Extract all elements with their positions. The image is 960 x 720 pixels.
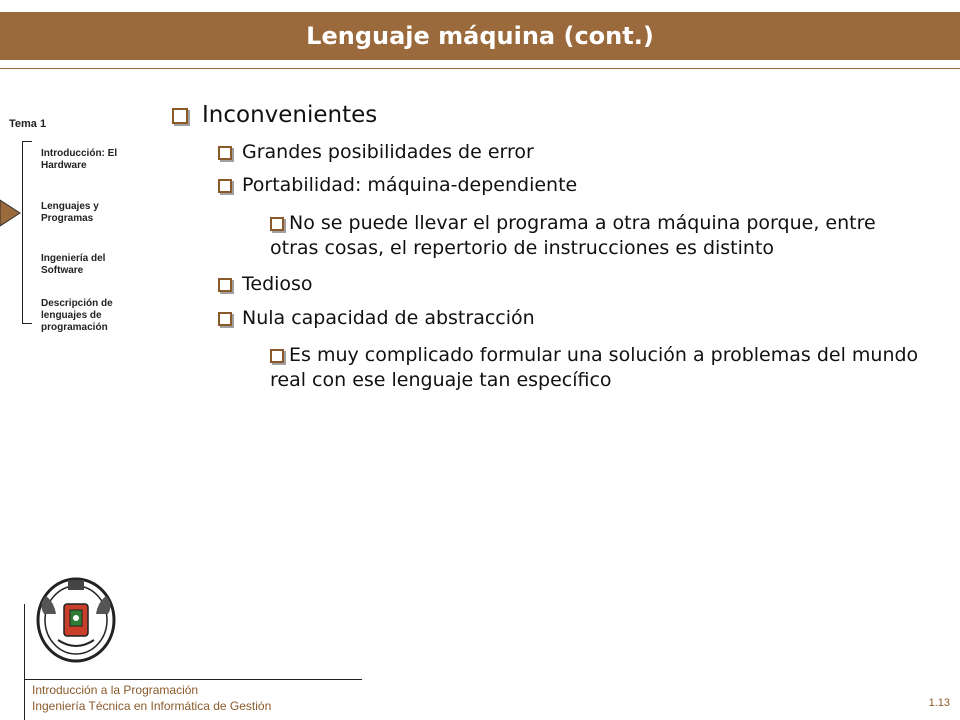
square-bullet-icon	[172, 108, 188, 124]
square-bullet-icon	[218, 278, 232, 292]
nav-tick	[22, 141, 32, 142]
tema-label: Tema 1	[9, 118, 47, 130]
slide-title: Lenguaje máquina (cont.)	[306, 22, 654, 50]
nav-item-descripcion[interactable]: Descripción de lenguajes de programación	[41, 298, 113, 333]
list-item	[218, 307, 535, 329]
square-bullet-icon	[218, 312, 232, 326]
footer-degree: Ingeniería Técnica en Informática de Gestión	[32, 699, 272, 713]
list-item-text: Tedioso	[242, 273, 313, 295]
university-seal-icon	[34, 574, 118, 664]
title-divider	[0, 68, 960, 69]
square-bullet-icon	[270, 217, 284, 231]
nav-item-lenguajes[interactable]: Lenguajes y Programas	[41, 201, 99, 224]
square-bullet-icon	[218, 179, 232, 193]
nav-tick	[22, 323, 32, 324]
square-bullet-icon	[218, 146, 232, 160]
heading-item	[172, 102, 377, 128]
heading-text: Inconvenientes	[202, 102, 378, 128]
list-item	[270, 343, 930, 393]
list-item	[270, 211, 930, 261]
list-item	[218, 174, 577, 196]
list-item-text: Portabilidad: máquina-dependiente	[242, 174, 578, 196]
nav-item-hardware[interactable]: Introducción: El Hardware	[41, 148, 118, 171]
list-item	[218, 141, 534, 163]
page-number: 1.13	[928, 697, 950, 709]
list-item-text: Grandes posibilidades de error	[242, 141, 534, 163]
footer-vertical-rule	[24, 604, 25, 720]
list-item	[218, 273, 313, 295]
square-bullet-icon	[270, 349, 284, 363]
footer-course: Introducción a la Programación	[32, 683, 199, 697]
list-item-text: No se puede llevar el programa a otra máquina porque, entre otras cosas, el repertorio de instrucciones es distinto	[270, 212, 876, 259]
list-item-text: Es muy complicado formular una solución a problemas del mundo real con ese lenguaje tan específico	[270, 344, 919, 391]
list-item-text: Nula capacidad de abstracción	[242, 307, 535, 329]
nav-item-software[interactable]: Ingeniería del Software	[41, 253, 106, 276]
current-section-arrow-icon	[0, 198, 22, 228]
nav-bracket	[22, 141, 33, 324]
footer-horizontal-rule	[24, 679, 362, 680]
